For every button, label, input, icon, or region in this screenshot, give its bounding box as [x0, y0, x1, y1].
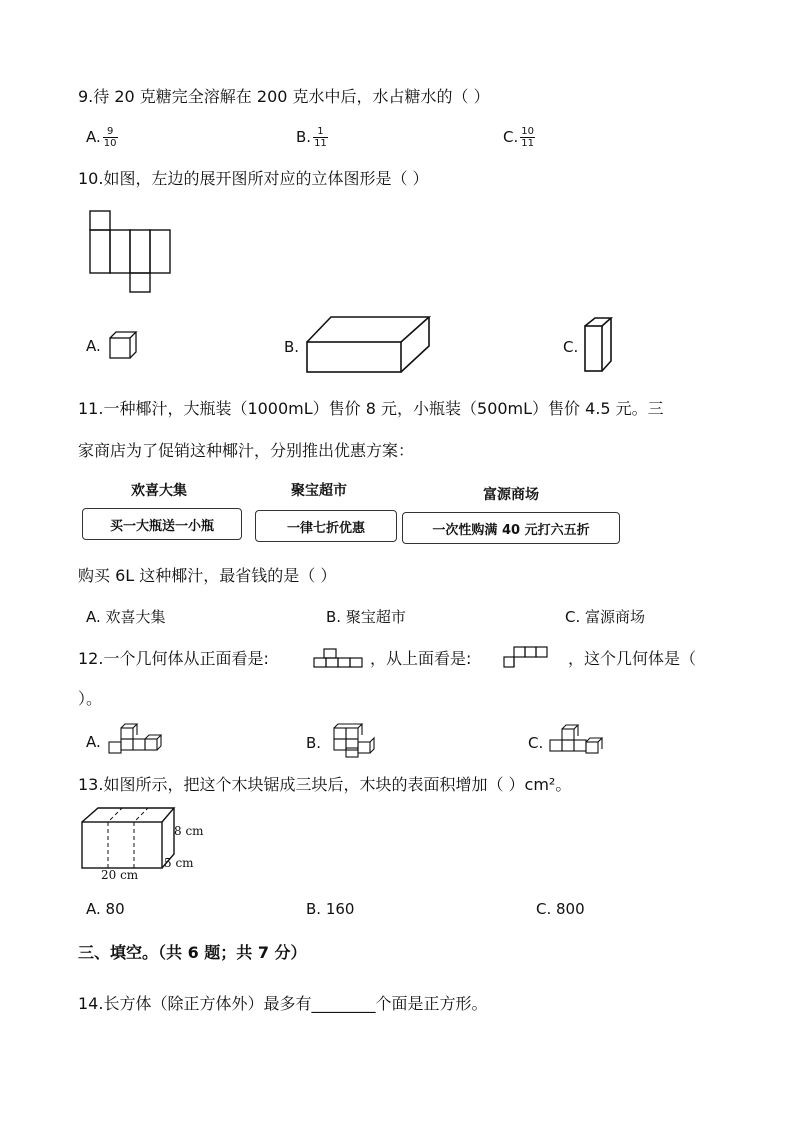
q11-question: 购买 6L 这种椰汁，最省钱的是（ ） — [78, 566, 337, 585]
store-name-fuyuan: 富源商场 — [483, 487, 539, 503]
q9-text: 9.待 20 克糖完全溶解在 200 克水中后，水占糖水的（ ） — [78, 87, 490, 106]
q13-option-a[interactable]: A. 80 — [86, 900, 125, 918]
q13-option-b[interactable]: B. 160 — [306, 900, 355, 918]
store-offer-jubao: 一律七折优惠 — [255, 510, 397, 542]
q9-option-a-label: A. — [86, 128, 101, 146]
numerator: 1 — [313, 126, 328, 138]
numerator: 9 — [103, 126, 118, 138]
fraction — [103, 126, 118, 149]
q9-option-c[interactable] — [503, 126, 535, 149]
q13-text: 13.如图所示，把这个木块锯成三块后，木块的表面积增加（ ）cm²。 — [78, 775, 572, 794]
store-offer-huanxi: 买一大瓶送一小瓶 — [82, 508, 242, 540]
q9-option-b-label: B. — [296, 128, 312, 146]
q14-text: 14.长方体（除正方体外）最多有________个面是正方形。 — [78, 994, 488, 1013]
wood-block-figure — [78, 806, 206, 882]
fraction — [313, 126, 328, 149]
q10-option-a[interactable]: A. — [86, 337, 101, 355]
dimension-height: 8 cm — [174, 824, 204, 838]
q11-line1: 11.一种椰汁，大瓶装（1000mL）售价 8 元，小瓶装（500mL）售价 4.5 元。三 — [78, 399, 664, 418]
q12-option-a[interactable]: A. — [86, 733, 101, 751]
dimension-length: 20 cm — [101, 868, 139, 882]
q10-option-b[interactable]: B. — [284, 338, 300, 356]
q11-option-c[interactable]: C. 富源商场 — [565, 608, 646, 626]
tall-cuboid-icon — [583, 316, 615, 374]
section-3-title: 三、填空。（共 6 题；共 7 分） — [78, 943, 307, 962]
q9-option-a[interactable] — [86, 126, 118, 149]
store-name-huanxi: 欢喜大集 — [131, 483, 187, 499]
top-view-figure — [500, 645, 552, 669]
q12-part1: 12.一个几何体从正面看是: — [78, 649, 269, 668]
fraction — [520, 126, 535, 149]
small-cube-icon — [108, 330, 140, 360]
store-name-jubao: 聚宝超市 — [291, 483, 347, 499]
q11-option-b[interactable]: B. 聚宝超市 — [326, 608, 406, 626]
q12-part2: ，从上面看是: — [370, 649, 472, 668]
block-figure-b — [324, 724, 384, 760]
q11-line2: 家商店为了促销这种椰汁，分别推出优惠方案： — [78, 441, 415, 460]
denominator: 11 — [314, 138, 327, 149]
block-figure-c — [546, 724, 604, 758]
q9-option-c-label: C. — [503, 128, 519, 146]
q10-option-c[interactable]: C. — [563, 338, 579, 356]
numerator: 10 — [521, 126, 534, 137]
q12-line2: ）。 — [78, 689, 103, 708]
block-figure-a — [104, 722, 162, 758]
q12-option-b[interactable]: B. — [306, 734, 322, 752]
q9-option-b[interactable] — [296, 126, 328, 149]
denominator: 10 — [103, 138, 117, 149]
q13-option-c[interactable]: C. 800 — [536, 900, 585, 918]
dimension-width: 5 cm — [164, 856, 194, 870]
q10-text: 10.如图，左边的展开图所对应的立体图形是（ ） — [78, 169, 429, 188]
cuboid-net-figure — [86, 208, 176, 296]
q12-part3: ，这个几何体是（ — [568, 649, 697, 668]
denominator: 11 — [521, 138, 534, 149]
front-view-figure — [312, 647, 366, 669]
flat-cuboid-icon — [305, 314, 433, 376]
q11-option-a[interactable]: A. 欢喜大集 — [86, 608, 166, 626]
q12-option-c[interactable]: C. — [528, 734, 544, 752]
store-offer-fuyuan: 一次性购满 40 元打六五折 — [402, 512, 620, 544]
